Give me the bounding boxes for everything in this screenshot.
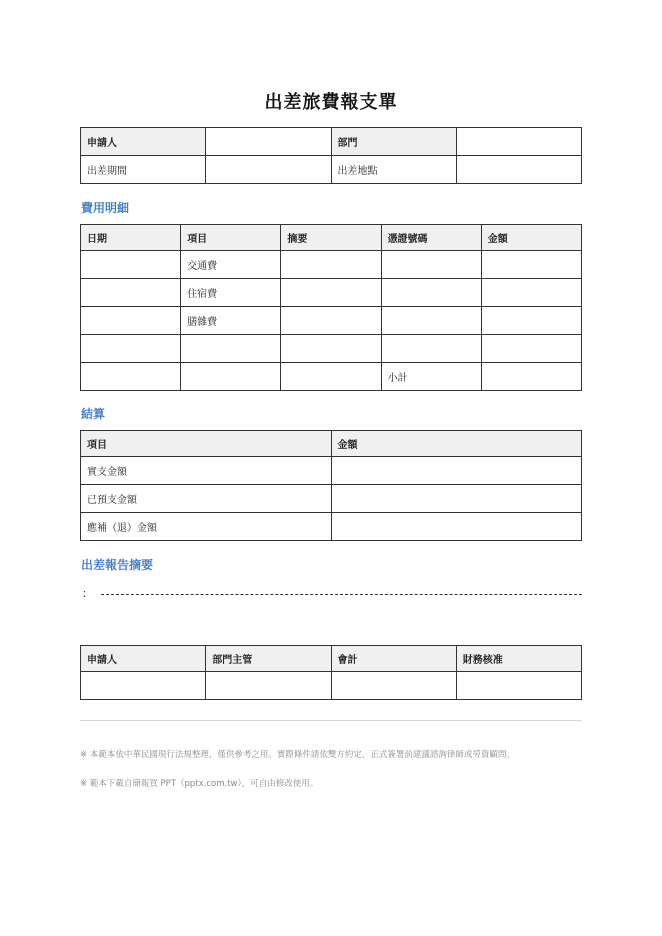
expense-cell-item: 膳雜費 [181, 307, 281, 335]
department-field[interactable] [456, 128, 581, 156]
report-summary-line[interactable] [82, 585, 582, 601]
expense-subtotal-row [81, 363, 582, 391]
signature-field-finance[interactable] [456, 672, 581, 700]
signature-header-supervisor: 部門主管 [206, 646, 331, 672]
expense-row [81, 335, 582, 363]
dashed-writing-line [101, 594, 582, 596]
settlement-row [81, 513, 582, 541]
period-field[interactable] [206, 156, 331, 184]
location-field[interactable] [456, 156, 581, 184]
expense-section-title: 費用明細 [81, 201, 130, 215]
applicant-label: 申請人 [81, 128, 206, 156]
source-note: ※ 範本下載自簡報買 PPT（pptx.com.tw），可自由修改使用。 [80, 779, 319, 789]
expense-row [81, 279, 582, 307]
expense-cell-date[interactable] [81, 251, 181, 279]
expense-cell-voucher[interactable] [381, 335, 481, 363]
expense-cell-item[interactable] [181, 335, 281, 363]
department-label: 部門 [331, 128, 456, 156]
report-colon: ： [82, 587, 93, 600]
signature-header-finance: 財務核准 [456, 646, 581, 672]
expense-cell-date[interactable] [81, 307, 181, 335]
settlement-table [80, 430, 582, 541]
settlement-header-amount: 金額 [331, 431, 582, 457]
signature-field-applicant[interactable] [81, 672, 206, 700]
report-section-title: 出差報告摘要 [81, 558, 154, 572]
settlement-label-advance: 已預支金額 [81, 485, 332, 513]
settlement-header-item: 項目 [81, 431, 332, 457]
settlement-amount-field[interactable] [331, 513, 582, 541]
signature-header-applicant: 申請人 [81, 646, 206, 672]
expense-cell-amount[interactable] [481, 279, 581, 307]
subtotal-amount-field[interactable] [481, 363, 581, 391]
expense-row [81, 307, 582, 335]
expense-cell-date[interactable] [81, 335, 181, 363]
expense-cell-amount[interactable] [481, 307, 581, 335]
signature-header-accounting: 會計 [331, 646, 456, 672]
expense-header-voucher: 憑證號碼 [381, 225, 481, 251]
expense-cell-amount[interactable] [481, 251, 581, 279]
expense-cell-amount[interactable] [481, 335, 581, 363]
applicant-info-table [80, 127, 582, 184]
expense-cell-item [181, 363, 281, 391]
expense-header-date: 日期 [81, 225, 181, 251]
disclaimer-note: ※ 本範本依中華民國現行法規整理，僅供參考之用。實際條件請依雙方約定，正式簽署前建議諮詢律師或勞資顧問。 [80, 750, 515, 760]
expense-cell-summary[interactable] [281, 279, 381, 307]
settlement-row [81, 457, 582, 485]
applicant-field[interactable] [206, 128, 331, 156]
expense-row [81, 251, 582, 279]
settlement-row [81, 485, 582, 513]
settlement-label-balance: 應補（退）金額 [81, 513, 332, 541]
document-title: 出差旅費報支單 [264, 92, 398, 113]
expense-header-item: 項目 [181, 225, 281, 251]
settlement-amount-field[interactable] [331, 485, 582, 513]
expense-cell-summary [281, 363, 381, 391]
expense-cell-summary[interactable] [281, 251, 381, 279]
signature-field-supervisor[interactable] [206, 672, 331, 700]
settlement-section-title: 結算 [81, 407, 106, 421]
expense-header-amount: 金額 [481, 225, 581, 251]
signature-field-accounting[interactable] [331, 672, 456, 700]
settlement-label-actual: 實支金額 [81, 457, 332, 485]
expense-table [80, 224, 582, 391]
signature-table [80, 645, 582, 700]
expense-cell-voucher[interactable] [381, 307, 481, 335]
expense-cell-summary[interactable] [281, 307, 381, 335]
period-label: 出差期間 [81, 156, 206, 184]
expense-header-summary: 摘要 [281, 225, 381, 251]
expense-cell-summary[interactable] [281, 335, 381, 363]
location-label: 出差地點 [331, 156, 456, 184]
expense-cell-voucher[interactable] [381, 251, 481, 279]
divider [80, 720, 582, 721]
subtotal-label: 小計 [381, 363, 481, 391]
expense-cell-voucher[interactable] [381, 279, 481, 307]
expense-cell-date[interactable] [81, 279, 181, 307]
expense-cell-item: 交通費 [181, 251, 281, 279]
expense-cell-item: 住宿費 [181, 279, 281, 307]
settlement-amount-field[interactable] [331, 457, 582, 485]
expense-cell-date [81, 363, 181, 391]
